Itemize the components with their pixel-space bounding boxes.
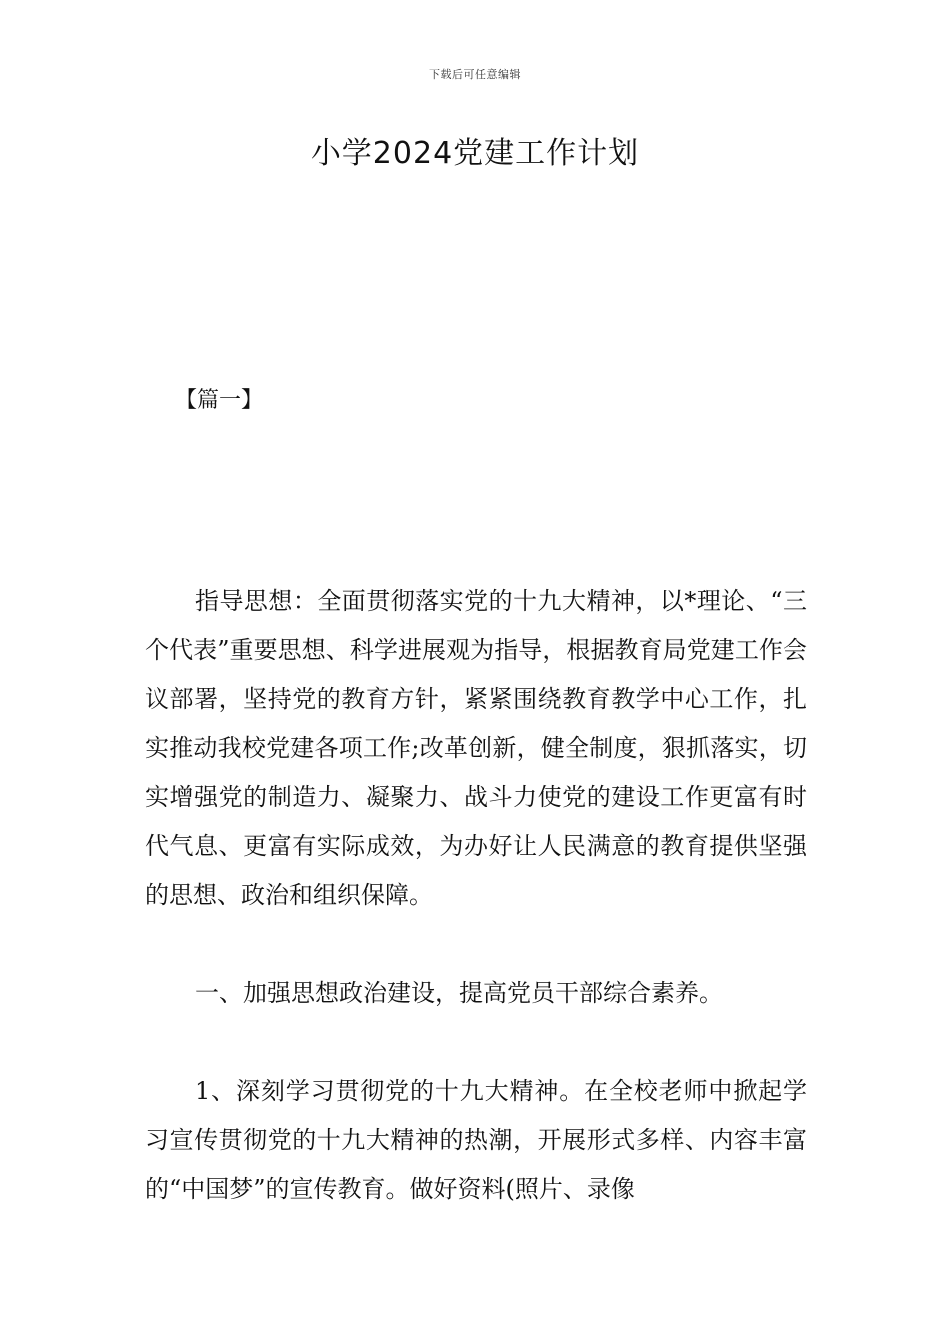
section-label: 【篇一】 bbox=[175, 388, 264, 413]
page-title: 小学2024党建工作计划 bbox=[310, 136, 640, 171]
guiding-thought-paragraph: 指导思想：全面贯彻落实党的十九大精神，以*理论、“三个代表”重要思想、科学进展观为指导，根据教育局党建工作会议部署，坚持党的教育方针，紧紧围绕教育教学中心工作，扎实推动我校党建各项工作;改革创新，健全制度，狠抓落实，切实增强党的制造力、凝聚力、战斗力使党的建设工作更富有时代气息、更富有实际成效，为办好让人民满意的教育提供坚强的思想、政治和组织保障。 bbox=[145, 587, 807, 909]
item-one-paragraph: 1、深刻学习贯彻党的十九大精神。在全校老师中掀起学习宣传贯彻党的十九大精神的热潮，开展形式多样、内容丰富的“中国梦”的宣传教育。做好资料(照片、录像 bbox=[145, 1077, 807, 1203]
header-note: 下载后可任意编辑 bbox=[429, 68, 521, 81]
section-heading-one: 一、加强思想政治建设，提高党员干部综合素养。 bbox=[195, 979, 723, 1007]
